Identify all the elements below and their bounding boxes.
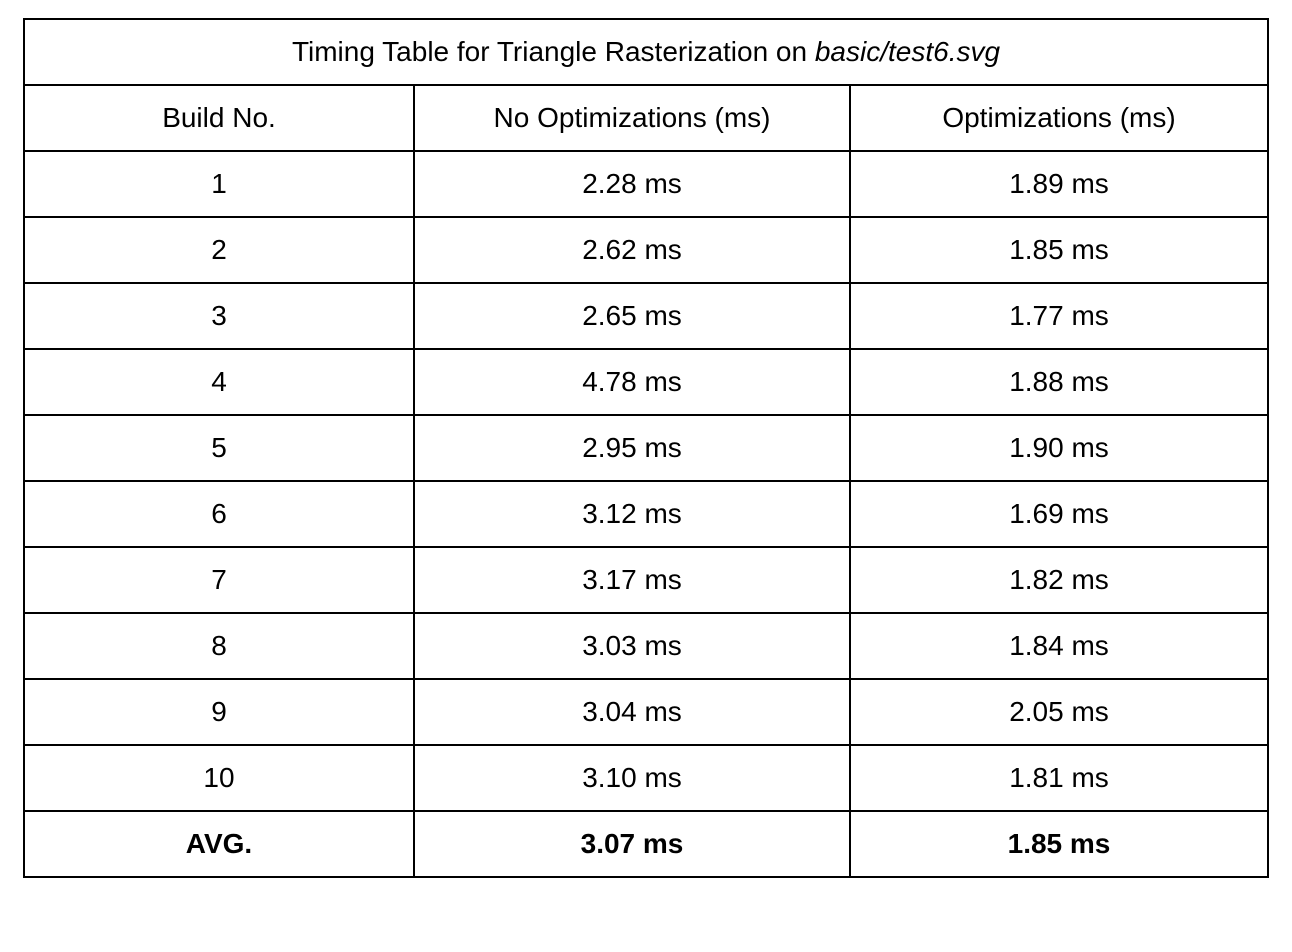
cell-no-optimizations: 4.78 ms [414,349,850,415]
table-title-file: basic/test6.svg [814,36,1001,67]
cell-optimizations: 1.82 ms [850,547,1268,613]
header-build-no: Build No. [24,85,414,151]
table-row [24,151,1268,217]
average-no-optimizations: 3.07 ms [414,811,850,877]
table-row [24,415,1268,481]
cell-no-optimizations: 3.04 ms [414,679,850,745]
average-optimizations: 1.85 ms [850,811,1268,877]
cell-build-no: 4 [24,349,414,415]
cell-optimizations: 2.05 ms [850,679,1268,745]
cell-no-optimizations: 2.95 ms [414,415,850,481]
table-row [24,481,1268,547]
cell-no-optimizations: 2.62 ms [414,217,850,283]
table-row [24,679,1268,745]
cell-optimizations: 1.90 ms [850,415,1268,481]
cell-build-no: 7 [24,547,414,613]
cell-no-optimizations: 3.10 ms [414,745,850,811]
cell-build-no: 3 [24,283,414,349]
cell-no-optimizations: 3.12 ms [414,481,850,547]
cell-optimizations: 1.77 ms [850,283,1268,349]
cell-no-optimizations: 3.17 ms [414,547,850,613]
cell-optimizations: 1.89 ms [850,151,1268,217]
average-row [24,811,1268,877]
cell-optimizations: 1.81 ms [850,745,1268,811]
table-row [24,547,1268,613]
table-row [24,613,1268,679]
cell-build-no: 9 [24,679,414,745]
cell-no-optimizations: 2.28 ms [414,151,850,217]
table-row [24,349,1268,415]
cell-build-no: 6 [24,481,414,547]
cell-optimizations: 1.69 ms [850,481,1268,547]
table-row [24,745,1268,811]
table-title [24,19,1268,85]
cell-optimizations: 1.84 ms [850,613,1268,679]
header-no-optimizations: No Optimizations (ms) [414,85,850,151]
table-title-prefix: Timing Table for Triangle Rasterization on [291,36,815,67]
title-row [24,19,1268,85]
cell-no-optimizations: 3.03 ms [414,613,850,679]
cell-no-optimizations: 2.65 ms [414,283,850,349]
cell-build-no: 1 [24,151,414,217]
table-row [24,283,1268,349]
cell-optimizations: 1.88 ms [850,349,1268,415]
cell-build-no: 8 [24,613,414,679]
average-label: AVG. [24,811,414,877]
cell-build-no: 10 [24,745,414,811]
cell-build-no: 5 [24,415,414,481]
table-row [24,217,1268,283]
cell-build-no: 2 [24,217,414,283]
timing-table [23,18,1269,878]
header-optimizations: Optimizations (ms) [850,85,1268,151]
header-row [24,85,1268,151]
cell-optimizations: 1.85 ms [850,217,1268,283]
